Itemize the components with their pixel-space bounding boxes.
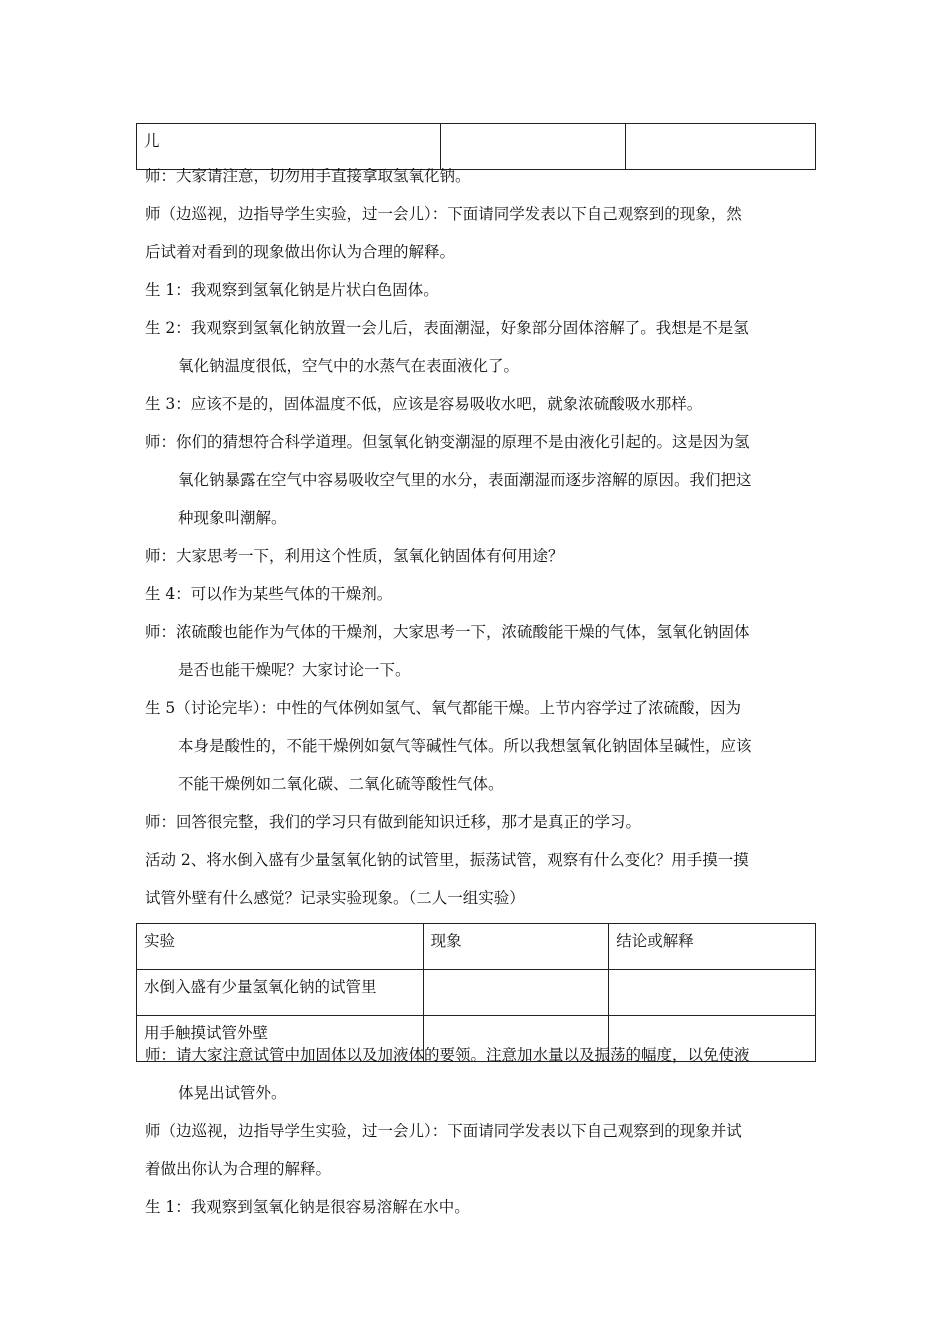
paragraph-line: 种现象叫潮解。 bbox=[178, 509, 287, 527]
paragraph-line: 后试着对看到的现象做出你认为合理的解释。 bbox=[145, 243, 456, 261]
paragraph-line: 氧化钠温度很低，空气中的水蒸气在表面液化了。 bbox=[178, 357, 520, 375]
paragraph-line: 试管外壁有什么感觉？记录实验现象。（二人一组实验） bbox=[145, 889, 525, 907]
table-header-row bbox=[137, 924, 816, 970]
table-cell: 水倒入盛有少量氢氧化钠的试管里 bbox=[137, 970, 424, 1016]
paragraph-line: 师：请大家注意试管中加固体以及加液体的要领。注意加水量以及振荡的幅度，以免使液 bbox=[145, 1046, 750, 1064]
paragraph-line: 师：浓硫酸也能作为气体的干燥剂，大家思考一下，浓硫酸能干燥的气体，氢氧化钠固体 bbox=[145, 623, 750, 641]
table-cell: 儿 bbox=[137, 124, 441, 170]
table-cell: 用手触摸试管外壁 bbox=[137, 1016, 424, 1062]
paragraph-line: 活动 2、将水倒入盛有少量氢氧化钠的试管里，振荡试管，观察有什么变化？用手摸一摸 bbox=[145, 851, 749, 869]
paragraph-line: 师：回答很完整，我们的学习只有做到能知识迁移，那才是真正的学习。 bbox=[145, 813, 642, 831]
paragraph-line: 着做出你认为合理的解释。 bbox=[145, 1160, 332, 1178]
paragraph-line: 师（边巡视，边指导学生实验，过一会儿）：下面请同学发表以下自己观察到的现象并试 bbox=[145, 1122, 742, 1140]
experiment-table bbox=[136, 923, 816, 1062]
table-cell bbox=[625, 124, 815, 170]
paragraph-line: 生 5（讨论完毕）：中性的气体例如氢气、氧气都能干燥。上节内容学过了浓硫酸，因为 bbox=[145, 699, 742, 717]
paragraph-line: 是否也能干燥呢？大家讨论一下。 bbox=[178, 661, 411, 679]
paragraph-line: 师：大家请注意，切勿用手直接拿取氢氧化钠。 bbox=[145, 167, 471, 185]
paragraph-line: 生 4：可以作为某些气体的干燥剂。 bbox=[145, 585, 393, 603]
table-row bbox=[137, 124, 816, 170]
paragraph-line: 不能干燥例如二氧化碳、二氧化硫等酸性气体。 bbox=[178, 775, 504, 793]
paragraph-line: 生 1：我观察到氢氧化钠是片状白色固体。 bbox=[145, 281, 439, 299]
paragraph-line: 本身是酸性的，不能干燥例如氨气等碱性气体。所以我想氢氧化钠固体呈碱性，应该 bbox=[178, 737, 752, 755]
table-row bbox=[137, 970, 816, 1016]
table-cell bbox=[423, 970, 609, 1016]
paragraph-line: 生 2：我观察到氢氧化钠放置一会儿后，表面潮湿，好象部分固体溶解了。我想是不是氢 bbox=[145, 319, 749, 337]
paragraph-line: 生 1：我观察到氢氧化钠是很容易溶解在水中。 bbox=[145, 1198, 470, 1216]
table-header-cell: 结论或解释 bbox=[609, 924, 816, 970]
table-cell bbox=[440, 124, 625, 170]
table-cell bbox=[609, 970, 816, 1016]
continued-table bbox=[136, 123, 816, 170]
paragraph-line: 生 3：应该不是的，固体温度不低，应该是容易吸收水吧，就象浓硫酸吸水那样。 bbox=[145, 395, 703, 413]
table-header-cell: 现象 bbox=[423, 924, 609, 970]
paragraph-line: 师：大家思考一下，利用这个性质，氢氧化钠固体有何用途？ bbox=[145, 547, 564, 565]
paragraph-line: 师（边巡视，边指导学生实验，过一会儿）：下面请同学发表以下自己观察到的现象，然 bbox=[145, 205, 742, 223]
paragraph-line: 体晃出试管外。 bbox=[178, 1084, 287, 1102]
paragraph-line: 师：你们的猜想符合科学道理。但氢氧化钠变潮湿的原理不是由液化引起的。这是因为氢 bbox=[145, 433, 750, 451]
paragraph-line: 氧化钠暴露在空气中容易吸收空气里的水分，表面潮湿而逐步溶解的原因。我们把这 bbox=[178, 471, 752, 489]
table-header-cell: 实验 bbox=[137, 924, 424, 970]
